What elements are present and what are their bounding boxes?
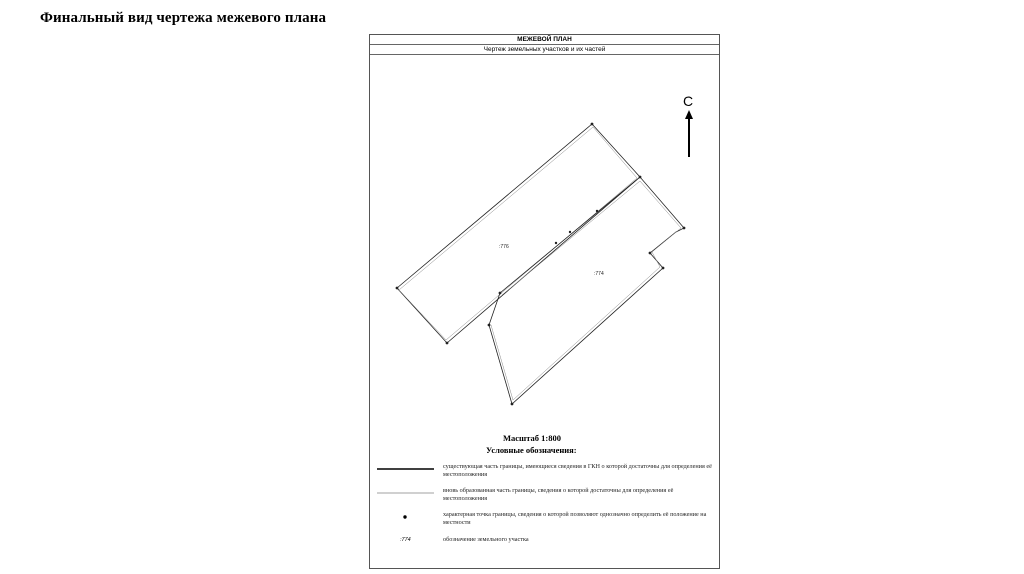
boundary-point	[488, 324, 491, 327]
parcel-label-776: :776	[499, 244, 509, 250]
parcel-776-boundary	[397, 124, 640, 343]
north-arrow-icon	[685, 110, 693, 157]
boundary-point	[396, 287, 399, 290]
boundary-point	[639, 176, 642, 179]
boundary-points	[396, 123, 686, 406]
boundary-point	[499, 292, 502, 295]
sheet-header-title: МЕЖЕВОЙ ПЛАН	[370, 35, 719, 45]
slide-title: Финальный вид чертежа межевого плана	[40, 10, 327, 26]
boundary-point	[649, 252, 652, 255]
legend-sample-parcel-label: :774	[400, 537, 411, 543]
boundary-point	[569, 231, 571, 233]
parcel-label-774: :774	[594, 271, 604, 277]
parcel-774-boundary	[489, 177, 684, 404]
legend-text-parcel-designation: обозначение земельного участка	[443, 536, 529, 543]
boundary-point	[446, 342, 449, 345]
north-label: С	[683, 93, 694, 109]
boundary-point	[662, 267, 665, 270]
legend-text-existing-boundary: существующая часть границы, имеющиеся сведения в ГКН о которой достаточны для определения её местоположения	[443, 463, 712, 478]
legend-text-new-boundary: вновь образованная часть границы, сведения о которой достаточны для определения её местоположения	[443, 487, 674, 502]
boundary-point	[591, 123, 594, 126]
sheet-header-subtitle: Чертеж земельных участков и их частей	[370, 45, 719, 55]
legend-title: Условные обозначения:	[486, 445, 577, 455]
boundary-point	[555, 242, 557, 244]
scale-text: Масштаб 1:800	[503, 433, 561, 443]
legend-text-characteristic-point: характерная точка границы, сведения о которой позволяют однозначно определить её положение на местности	[443, 511, 707, 526]
legend-sample-point	[403, 515, 406, 518]
boundary-point	[596, 210, 598, 212]
boundary-point	[511, 403, 514, 406]
boundary-point	[683, 227, 686, 230]
